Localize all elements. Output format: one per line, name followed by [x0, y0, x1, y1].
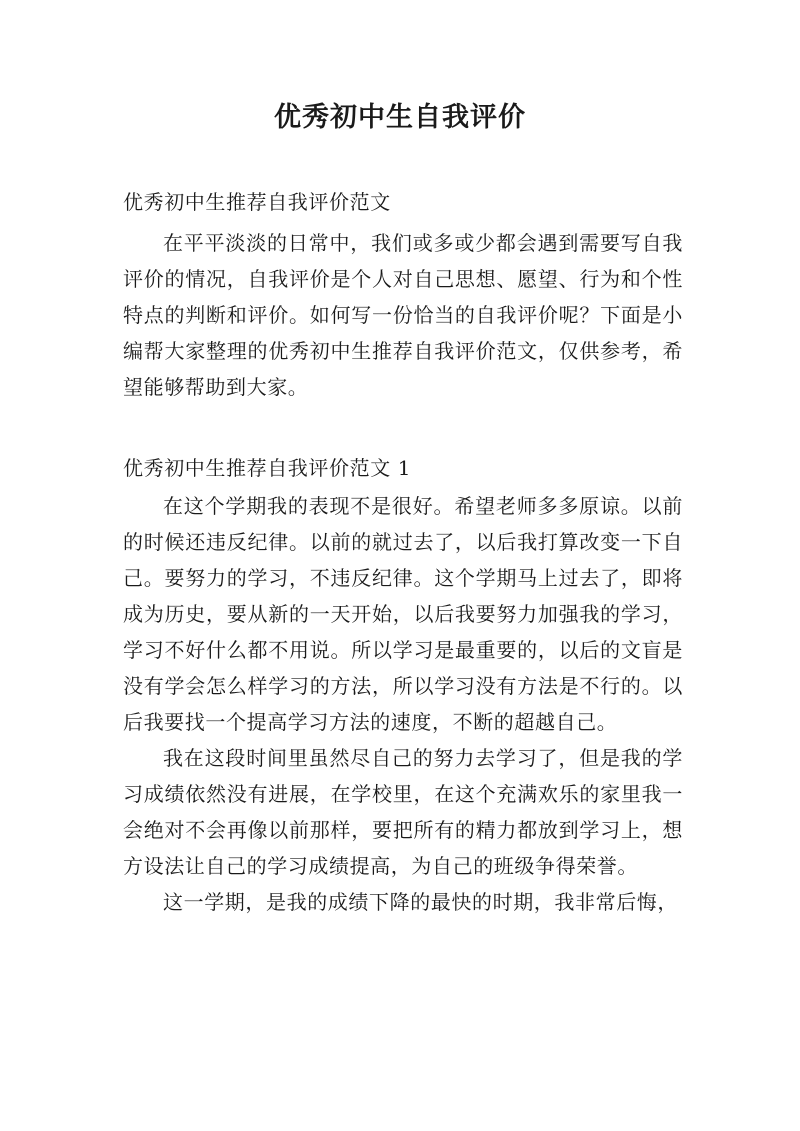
intro-heading: 优秀初中生推荐自我评价范文	[123, 190, 391, 214]
intro-paragraph: 在平平淡淡的日常中，我们或多或少都会遇到需要写自我评价的情况，自我评价是个人对自己思想、愿望、行为和个性特点的判断和评价。如何写一份恰当的自我评价呢？下面是小编帮大家整理的优秀初中生推荐自我评价范文，仅供参考，希望能够帮助到大家。	[123, 231, 683, 399]
section-1-paragraph-3: 这一学期，是我的成绩下降的最快的时期，我非常后悔，	[163, 890, 678, 914]
document-title: 优秀初中生自我评价	[274, 102, 526, 133]
section-1-paragraph-1: 在这个学期我的表现不是很好。希望老师多多原谅。以前的时候还违反纪律。以前的就过去了，以后我打算改变一下自己。要努力的学习，不违反纪律。这个学期马上过去了，即将成为历史，要从新的一天开始，以后我要努力加强我的学习，学习不好什么都不用说。所以学习是最重要的，以后的文盲是没有学会怎么样学习的方法，所以学习没有方法是不行的。以后我要找一个提高学习方法的速度，不断的超越自己。	[123, 494, 683, 734]
section-1-paragraph-2: 我在这段时间里虽然尽自己的努力去学习了，但是我的学习成绩依然没有进展，在学校里，在这个充满欢乐的家里我一会绝对不会再像以前那样，要把所有的精力都放到学习上，想方设法让自己的学习成绩提高，为自己的班级争得荣誉。	[123, 746, 683, 878]
intro-section	[123, 225, 683, 405]
section-1-body	[123, 488, 683, 920]
section-1-heading: 优秀初中生推荐自我评价范文 1	[123, 456, 412, 480]
